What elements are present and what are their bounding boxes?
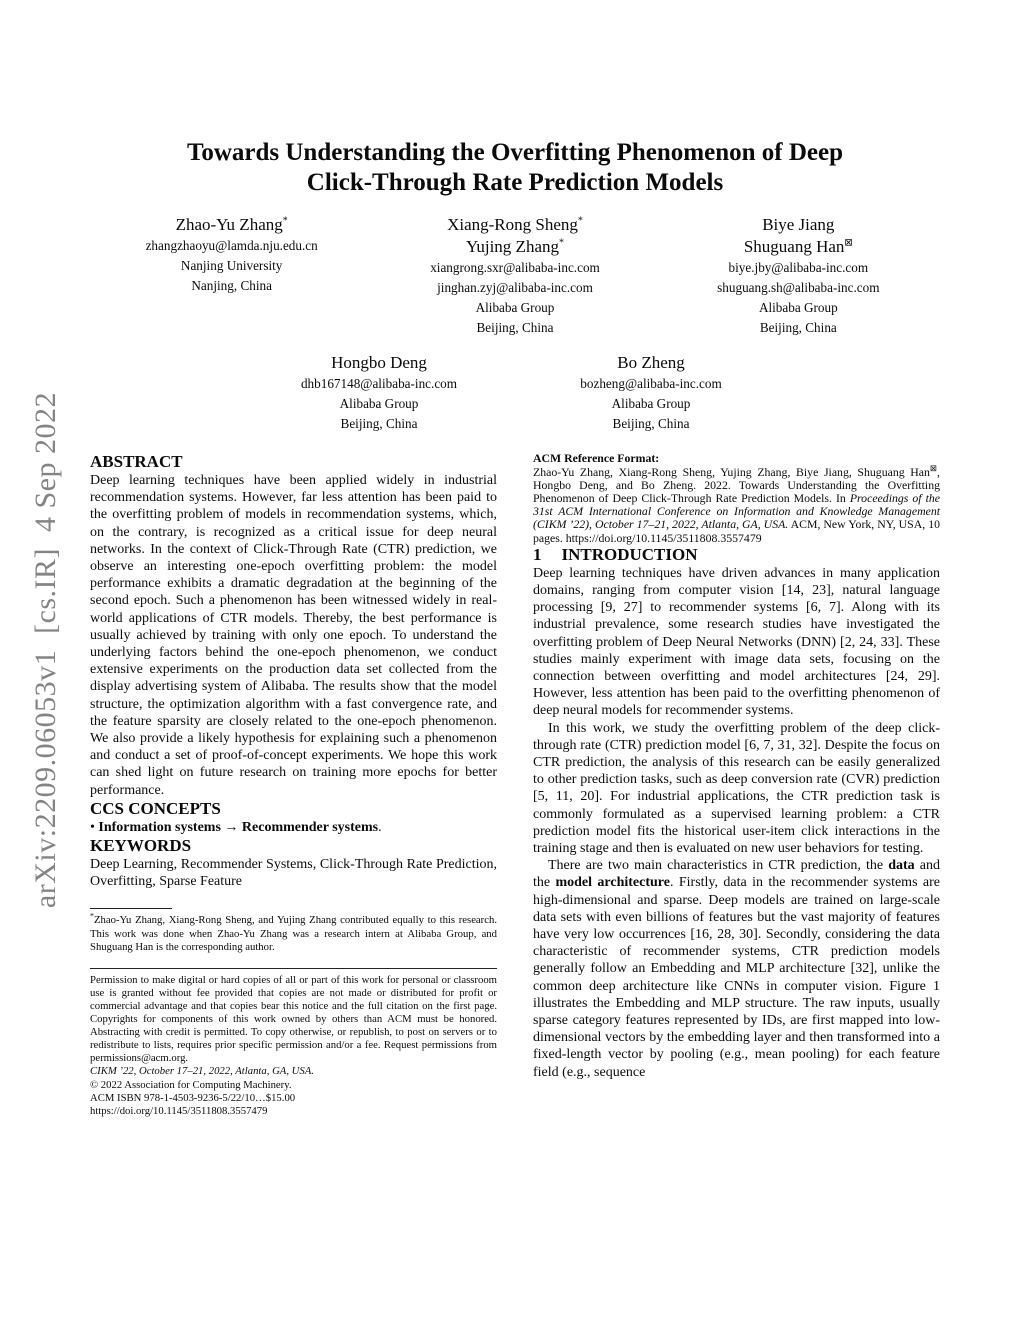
- author-name-text: Shuguang Han: [743, 237, 845, 256]
- author-name-text: Biye Jiang: [762, 215, 835, 234]
- two-column-body: [90, 452, 940, 1118]
- emphasis-data: data: [888, 858, 915, 874]
- intro-p3-text: There are two main characteristics in CTR prediction, the: [548, 858, 889, 874]
- copyright-line: © 2022 Association for Computing Machinery.: [90, 1078, 292, 1091]
- title-line-2: Click-Through Rate Prediction Models: [306, 169, 724, 196]
- right-arrow-icon: →: [220, 819, 242, 835]
- keywords-text: Deep Learning, Recommender Systems, Click-Through Rate Prediction, Overfitting, Sparse Feature: [90, 857, 497, 890]
- envelope-icon: ⊠: [844, 237, 853, 249]
- authors-row-2: [90, 352, 940, 434]
- author-mark: *: [559, 237, 564, 249]
- author-footnote: [90, 911, 497, 953]
- author-name-text: Yujing Zhang: [465, 237, 559, 256]
- author-location: Beijing, China: [476, 320, 554, 335]
- author-name: [90, 214, 373, 236]
- intro-p3-text: and the: [533, 858, 940, 891]
- author-email: biye.jby@alibaba-inc.com: [728, 260, 869, 275]
- author-mark: *: [282, 215, 288, 227]
- bullet-icon: •: [90, 819, 99, 835]
- author-email: zhangzhaoyu@lamda.nju.edu.cn: [145, 238, 318, 253]
- keywords-heading: KEYWORDS: [90, 836, 192, 856]
- author-block: [657, 214, 940, 338]
- author-block: [521, 352, 781, 434]
- paper-content: [90, 138, 940, 1118]
- ccs-child-concept: Recommender systems: [241, 819, 379, 835]
- ccs-heading: CCS CONCEPTS: [90, 798, 221, 818]
- acm-reference-text: [533, 462, 940, 545]
- paper-title: [90, 138, 940, 198]
- section-number: 1: [533, 544, 542, 564]
- authors-row-1: [90, 214, 940, 338]
- ccs-concepts-line: [90, 819, 497, 836]
- author-name: [521, 352, 781, 374]
- acm-reference-label: ACM Reference Format:: [533, 451, 660, 465]
- title-line-1: Towards Understanding the Overfitting Phenomenon of Deep: [186, 139, 844, 166]
- author-email: shuguang.sh@alibaba-inc.com: [717, 280, 880, 295]
- reference-publisher: ACM, New York, NY, USA, 10 pages. https://doi.org/10.1145/3511808.3557479: [533, 517, 940, 545]
- reference-venue: Proceedings of the 31st ACM International Conference on Information and Knowledge Management (CIKM ’22), October 17–21, 2022, Atlanta, GA, USA.: [533, 490, 940, 532]
- doi-line: https://doi.org/10.1145/3511808.3557479: [90, 1104, 268, 1117]
- author-email: bozheng@alibaba-inc.com: [580, 376, 722, 391]
- venue-line: CIKM ’22, October 17–21, 2022, Atlanta, GA, USA.: [90, 1065, 314, 1078]
- reference-title: , Hongbo Deng, and Bo Zheng. 2022. Towards Understanding the Overfitting Phenomenon of Deep Click-Through Rate Prediction Models. In: [533, 464, 940, 505]
- author-affiliation: Alibaba Group: [339, 396, 419, 411]
- author-email: dhb167148@alibaba-inc.com: [300, 376, 458, 391]
- author-affiliation: Alibaba Group: [758, 300, 838, 315]
- author-affiliation: Alibaba Group: [611, 396, 691, 411]
- arxiv-watermark: arXiv:2209.06053v1 [cs.IR] 4 Sep 2022: [29, 391, 62, 909]
- permission-text: Permission to make digital or hard copies of all or part of this work for personal or classroom use is granted without fee provided that copies are not made or distributed for profit or commercial advantage and that copies bear this notice and the full citation on the first page. Copyrights for components of this work owned by others than ACM must be honored. Abstracting with credit is permitted. To copy otherwise, or republish, to post on servers or to redistribute to lists, requires prior specific permission and/or a fee. Request permissions from permissions@acm.org.: [90, 973, 497, 1065]
- abstract-text: Deep learning techniques have been applied widely in industrial recommendation systems. However, far less attention has been paid to the overfitting problem of models in recommendation systems, which, on the contrary, is recognized as a critical issue for deep neural networks. In the context of Click-Through Rate (CTR) prediction, we observe an interesting one-epoch overfitting problem: the model performance exhibits a dramatic degradation at the beginning of the second epoch. Such a phenomenon has been witnessed widely in real-world applications of CTR models. Thereby, the best performance is usually achieved by training with only one epoch. To understand the underlying factors behind the one-epoch phenomenon, we conduct extensive experiments on the production data set collected from the display advertising system of Alibaba. The results show that the model structure, the optimization algorithm with a fast convergence rate, and the feature sparsity are closely related to the one-epoch phenomenon. We also provide a likely hypothesis for explaining such a phenomenon and conduct a set of proof-of-concept experiments. We hope this work can shed light on future research on training more epochs for better performance.: [90, 473, 497, 798]
- author-affiliation: Nanjing University: [180, 258, 283, 273]
- intro-paragraph-2: In this work, we study the overfitting problem of the deep click-through rate (CTR) prediction model [6, 7, 31, 32]. Despite the focus on CTR prediction, the analysis of this research can be easily generalized to other prediction tasks, such as deep conversion rate (CVR) prediction [5, 11, 20]. For industrial applications, the CTR prediction task is commonly formulated as a supervised learning problem: a CTR prediction model fits the historical user-item click interactions in the training stage and then is evaluated on new user behaviors for testing.: [533, 720, 940, 856]
- author-location: Nanjing, China: [191, 278, 272, 293]
- intro-paragraph-1: Deep learning techniques have driven advances in many application domains, ranging from computer vision [14, 23], natural language processing [9, 27] to recommender systems [6, 7]. Along with its industrial prevalence, some research studies have investigated the overfitting problem of Deep Neural Networks (DNN) [2, 24, 33]. These studies mainly experiment with image data sets, focusing on the connection between overfitting and model architectures [24, 29]. However, less attention has been paid to the overfitting phenomenon of deep neural models for recommender systems.: [533, 565, 940, 719]
- ccs-period: .: [378, 819, 382, 835]
- reference-authors: Zhao-Yu Zhang, Xiang-Rong Sheng, Yujing Zhang, Biye Jiang, Shuguang Han: [533, 464, 930, 479]
- ccs-parent-concept: Information systems: [98, 819, 221, 835]
- author-name: [657, 214, 940, 236]
- author-block: [373, 214, 656, 338]
- author-name: [657, 236, 940, 258]
- author-name-text: Zhao-Yu Zhang: [175, 215, 283, 234]
- author-name-text: Bo Zheng: [617, 353, 685, 372]
- envelope-icon: ⊠: [929, 462, 938, 473]
- author-name: [373, 214, 656, 236]
- author-mark: *: [577, 215, 583, 227]
- author-block: [249, 352, 509, 434]
- author-location: Beijing, China: [612, 416, 690, 431]
- footnote-text: Zhao-Yu Zhang, Xiang-Rong Sheng, and Yujing Zhang contributed equally to this research. This work was done when Zhao-Yu Zhang was a research intern at Alibaba Group, and Shuguang Han is the corresponding author.: [90, 914, 497, 953]
- author-name: [249, 352, 509, 374]
- author-location: Beijing, China: [340, 416, 418, 431]
- footnote-divider: [90, 908, 172, 909]
- author-email: xiangrong.sxr@alibaba-inc.com: [430, 260, 600, 275]
- footnote-marker: *: [90, 911, 94, 921]
- section-title: INTRODUCTION: [561, 544, 698, 564]
- author-email: jinghan.zyj@alibaba-inc.com: [437, 280, 593, 295]
- author-block: [90, 214, 373, 338]
- author-name-text: Xiang-Rong Sheng: [447, 215, 578, 234]
- author-location: Beijing, China: [759, 320, 837, 335]
- intro-p3-text: . Firstly, data in the recommender systems are high-dimensional and sparse. Deep models are trained on large-scale data sets with even billions of features but the vast majority of features have very low occurrences [16, 28, 30]. Secondly, considering the data characteristic of recommender systems, CTR prediction models generally follow an Embedding and MLP architecture [32], unlike the common deep architecture like CNNs in computer vision. Figure 1 illustrates the Embedding and MLP structure. The raw inputs, usually sparse category features represented by IDs, are first mapped into low-dimensional vectors by the embedding layer and then transformed into a fixed-length vector by pooling (e.g., mean pooling) for each feature field (e.g., sequence: [533, 875, 940, 1080]
- permission-divider: [90, 968, 497, 969]
- author-affiliation: Alibaba Group: [475, 300, 555, 315]
- abstract-heading: ABSTRACT: [90, 452, 183, 471]
- author-name: [373, 236, 656, 258]
- author-name-text: Hongbo Deng: [331, 353, 427, 372]
- right-column: [533, 452, 940, 1118]
- intro-paragraph-3: [533, 857, 940, 1081]
- left-column: [90, 452, 497, 1118]
- introduction-heading: [533, 545, 940, 565]
- isbn-line: ACM ISBN 978-1-4503-9236-5/22/10…$15.00: [90, 1091, 296, 1104]
- emphasis-model-architecture: model architecture: [555, 875, 670, 891]
